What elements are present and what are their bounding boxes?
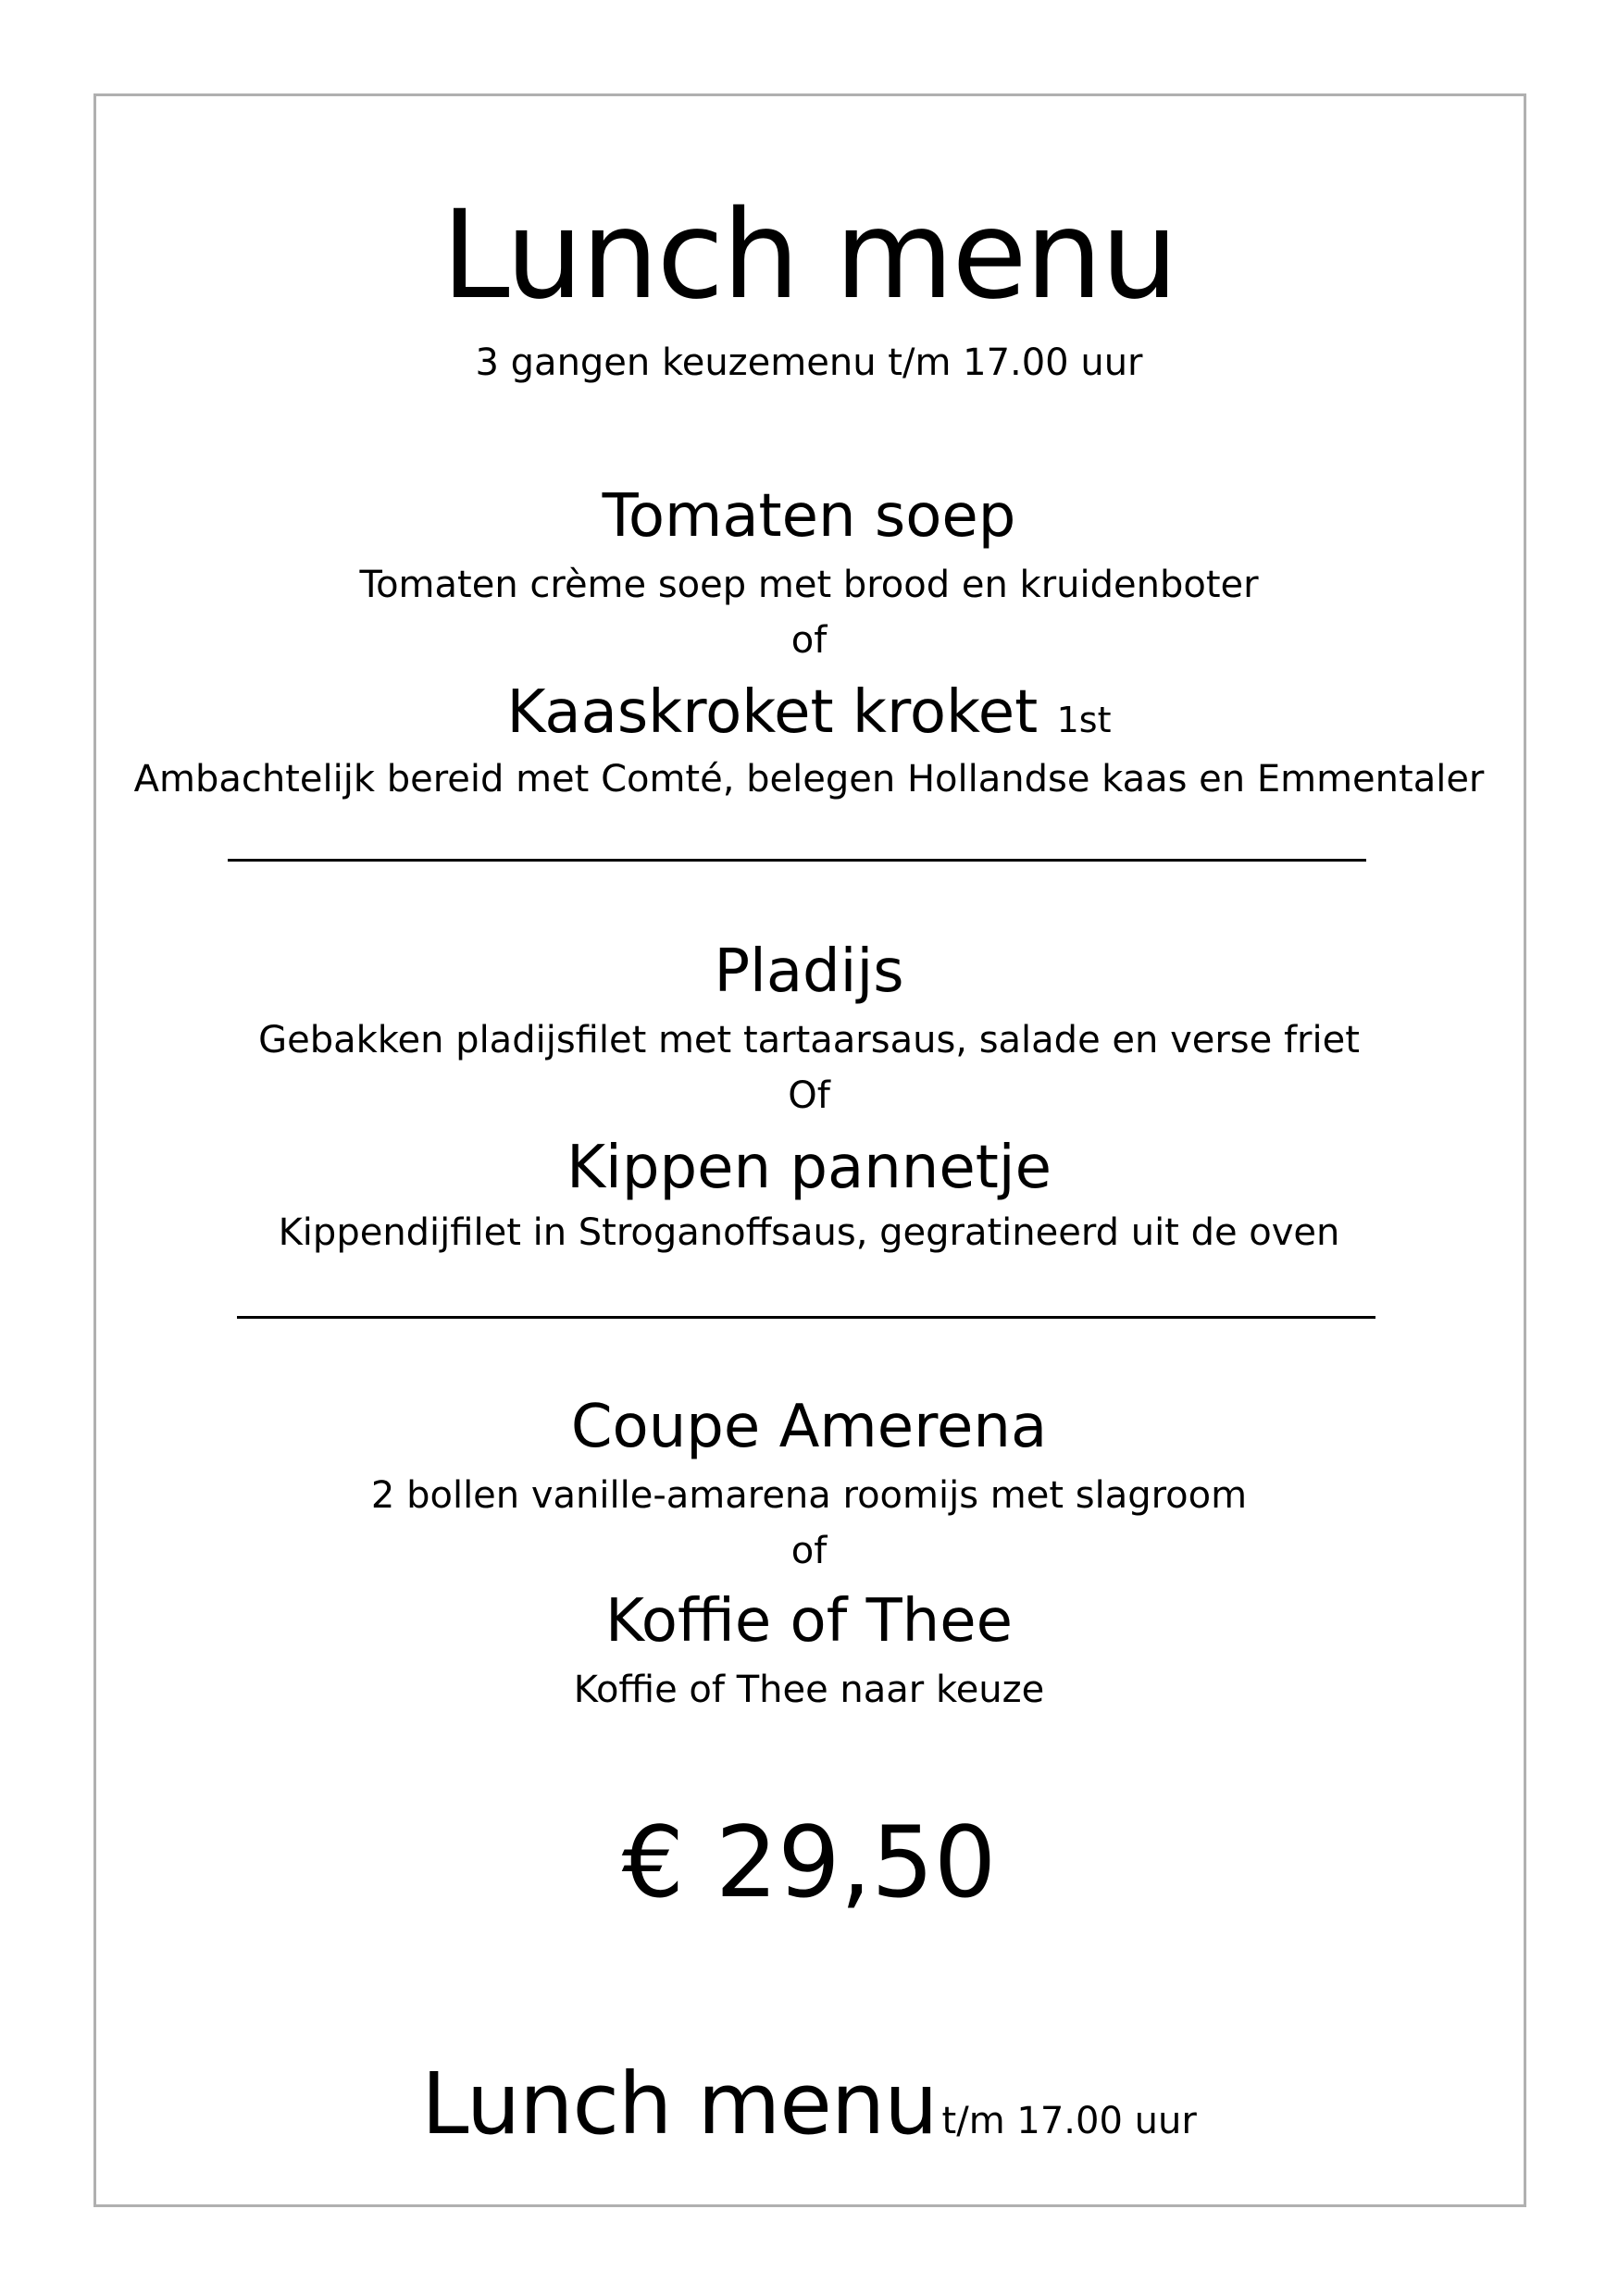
footer-title: Lunch menu: [421, 2054, 938, 2153]
dish-name-koffie-of-thee: Koffie of Thee: [605, 1587, 1013, 1656]
dish-description-pladijs: Gebakken pladijsfilet met tartaarsaus, salade en verse friet: [258, 1019, 1360, 1061]
dish-name-kaaskroket: Kaaskroket kroket: [506, 678, 1039, 747]
dish-description-coupe-amerena: 2 bollen vanille-amarena roomijs met slagroom: [370, 1474, 1248, 1517]
dish-description-koffie-of-thee: Koffie of Thee naar keuze: [573, 1669, 1045, 1711]
dish-name-coupe-amerena: Coupe Amerena: [570, 1393, 1048, 1461]
course-divider-2: [237, 1316, 1375, 1319]
course-2-or-connector: Of: [788, 1074, 830, 1117]
menu-price: € 29,50: [621, 1806, 997, 1919]
dish-suffix-kaaskroket: 1st: [1056, 700, 1112, 740]
footer-line: [0, 2054, 1618, 2153]
dish-name-tomaten-soep: Tomaten soep: [602, 482, 1016, 551]
dish-description-kippen-pannetje: Kippendijfilet in Stroganoffsaus, gegratineerd uit de oven: [278, 1211, 1340, 1254]
dish-name-pladijs: Pladijs: [714, 937, 904, 1006]
menu-subtitle: 3 gangen keuzemenu t/m 17.00 uur: [475, 341, 1143, 384]
menu-title: Lunch menu: [442, 184, 1176, 327]
footer-note: t/m 17.00 uur: [941, 2100, 1197, 2142]
dish-line-kaaskroket: [0, 678, 1618, 747]
course-1-or-connector: of: [790, 619, 828, 662]
dish-description-tomaten-soep: Tomaten crème soep met brood en kruidenboter: [359, 564, 1259, 606]
course-3-or-connector: of: [790, 1530, 828, 1572]
dish-name-kippen-pannetje: Kippen pannetje: [566, 1134, 1052, 1202]
course-divider-1: [228, 859, 1366, 862]
dish-description-kaaskroket: Ambachtelijk bereid met Comté, belegen Hollandse kaas en Emmentaler: [133, 758, 1485, 800]
